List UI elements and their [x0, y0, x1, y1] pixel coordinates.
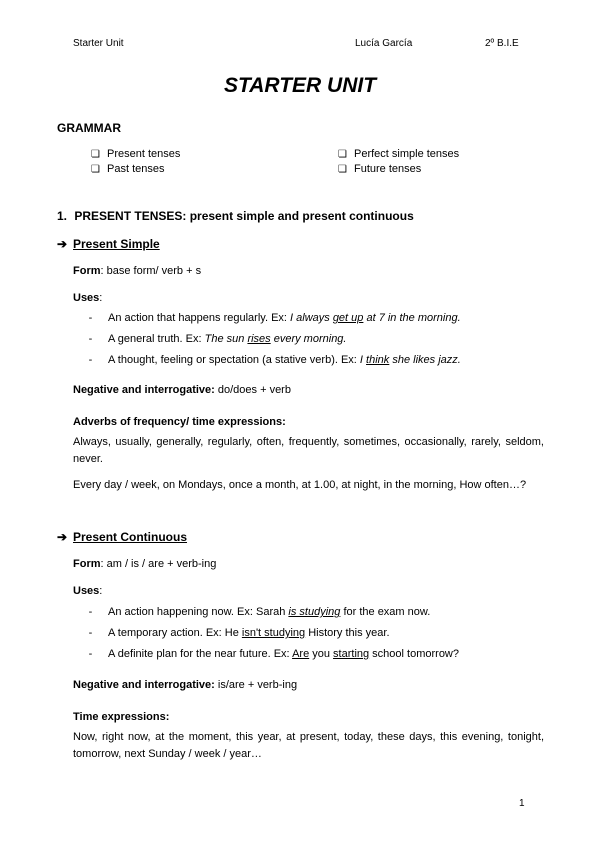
continuous-form: [73, 558, 216, 570]
uses-label: Uses: [73, 585, 100, 597]
use-text: A thought, feeling or spectation (a stative verb). Ex: I think she likes jazz.: [108, 354, 461, 366]
grammar-item-label: Past tenses: [107, 163, 165, 175]
subsection-title: Present Simple: [73, 237, 160, 251]
uses-colon: :: [99, 585, 103, 597]
header-author: Lucía García: [355, 38, 413, 49]
grammar-item-past: [91, 163, 164, 175]
continuous-time-label: Time expressions:: [73, 711, 170, 723]
dash-bullet: -: [88, 627, 93, 639]
uses-label: Uses: [73, 292, 100, 304]
grammar-item-label: Perfect simple tenses: [354, 148, 460, 160]
continuous-use-3: [73, 648, 459, 660]
use-text: An action that happens regularly. Ex: I always get up at 7 in the morning.: [108, 312, 461, 324]
checkbox-icon: ❏: [338, 163, 347, 175]
grammar-item-label: Future tenses: [354, 163, 422, 175]
form-value: : base form/ verb + s: [100, 265, 202, 277]
subsection-title: Present Continuous: [73, 530, 188, 544]
form-label: Form: [73, 265, 101, 277]
simple-use-1: [73, 312, 461, 324]
use-text: A temporary action. Ex: He isn't studying History this year.: [108, 627, 390, 639]
simple-form: [73, 265, 201, 277]
simple-use-2: [73, 333, 346, 345]
subsection-present-simple: [57, 237, 160, 251]
negative-label: Negative and interrogative:: [73, 679, 215, 691]
checkbox-icon: ❏: [91, 148, 100, 160]
grammar-item-label: Present tenses: [107, 148, 181, 160]
simple-adverbs-text: Always, usually, generally, regularly, often, frequently, sometimes, occasionally, rarely, seldom, never.: [73, 436, 544, 465]
use-text: An action happening now. Ex: Sarah is studying for the exam now.: [108, 606, 431, 618]
simple-time-text: Every day / week, on Mondays, once a month, at 1.00, at night, in the morning, How often…?: [73, 479, 527, 491]
dash-bullet: -: [88, 312, 93, 324]
grammar-item-future: [338, 163, 421, 175]
negative-value: do/does + verb: [214, 384, 291, 396]
header-unit: Starter Unit: [73, 38, 124, 49]
grammar-item-present: [91, 148, 180, 160]
dash-bullet: -: [88, 606, 93, 618]
grammar-item-perfect: [338, 148, 459, 160]
simple-negative: [73, 384, 291, 396]
dash-bullet: -: [88, 333, 93, 345]
checkbox-icon: ❏: [91, 163, 100, 175]
form-label: Form: [73, 558, 101, 570]
negative-value: is/are + verb-ing: [214, 679, 298, 691]
negative-label: Negative and interrogative:: [73, 384, 215, 396]
continuous-use-1: [73, 606, 430, 618]
simple-uses-label: [73, 292, 102, 304]
section-heading: [57, 209, 414, 223]
subsection-present-continuous: [57, 530, 187, 544]
section-title: PRESENT TENSES: present simple and present continuous: [74, 209, 414, 223]
section-number: 1.: [57, 209, 68, 223]
arrow-right-icon: ➔: [57, 530, 68, 544]
arrow-right-icon: ➔: [57, 237, 68, 251]
use-text: A definite plan for the near future. Ex: Are you starting school tomorrow?: [108, 648, 459, 660]
page-title: STARTER UNIT: [223, 74, 377, 97]
continuous-time-text: Now, right now, at the moment, this year, at present, today, these days, this evening, tonight, tomorrow, next Sunday / week / year…: [73, 731, 544, 760]
page-number: 1: [519, 798, 525, 809]
checkbox-icon: ❏: [338, 148, 347, 160]
continuous-uses-label: [73, 585, 102, 597]
simple-adverbs-label: Adverbs of frequency/ time expressions:: [73, 416, 286, 428]
grammar-heading: GRAMMAR: [57, 121, 121, 135]
dash-bullet: -: [88, 354, 93, 366]
header-class: 2º B.I.E: [485, 38, 519, 49]
simple-use-3: [73, 354, 461, 366]
use-text: A general truth. Ex: The sun rises every morning.: [108, 333, 347, 345]
form-value: : am / is / are + verb-ing: [100, 558, 217, 570]
dash-bullet: -: [88, 648, 93, 660]
continuous-negative: [73, 679, 297, 691]
continuous-use-2: [73, 627, 390, 639]
uses-colon: :: [99, 292, 103, 304]
